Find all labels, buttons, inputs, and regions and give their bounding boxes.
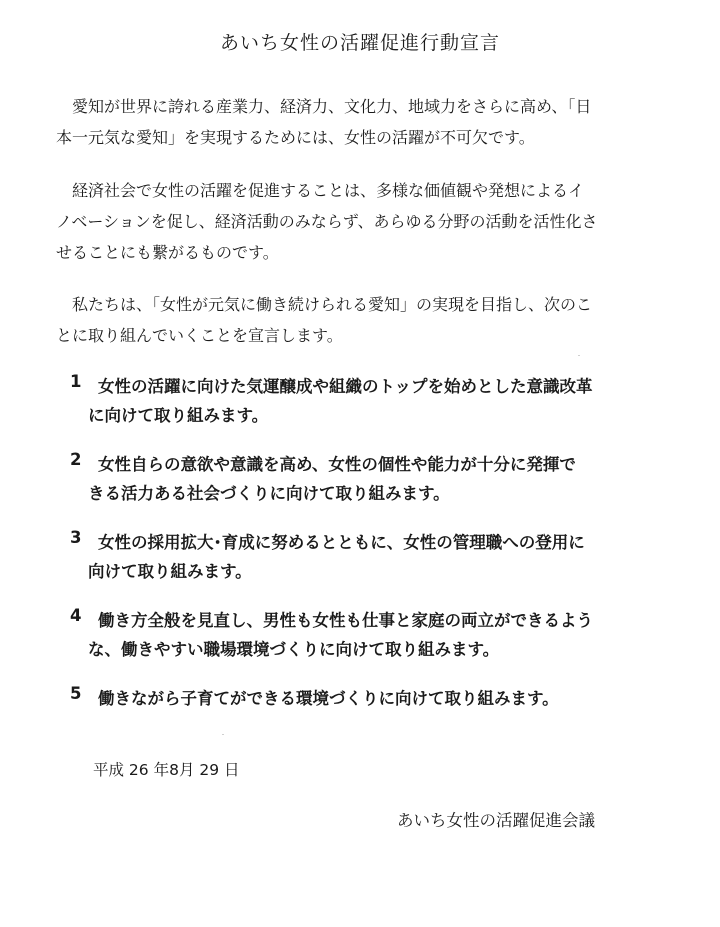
pledge-number: 4 (70, 606, 82, 625)
paragraph-2 (56, 175, 666, 268)
pledge-number: 1 (70, 372, 82, 391)
paragraph-line: 私たちは、「女性が元気に働き続けられる愛知」の実現を目指し、次のこ (72, 295, 593, 314)
paragraph-1 (56, 91, 666, 153)
paragraph-line: 本一元気な愛知」を実現するためには、女性の活躍が不可欠です。 (56, 128, 535, 147)
pledge-item (70, 450, 670, 508)
pledge-list (70, 372, 670, 733)
pledge-text: きる活力ある社会づくりに向けて取り組みます。 (88, 484, 450, 503)
pledge-text: 女性の採用拡大･育成に努めるとともに、女性の管理職への登用に (98, 533, 585, 552)
pledge-text: 向けて取り組みます。 (88, 562, 252, 581)
pledge-text: に向けて取り組みます。 (88, 406, 269, 425)
declaration-date: 平成 26 年8月 29 日 (93, 761, 240, 779)
paragraph-line: せることにも繋がるものです。 (56, 243, 279, 262)
pledge-item (70, 684, 670, 713)
document-title: あいち女性の活躍促進行動宣言 (219, 32, 500, 54)
paragraph-line: 愛知が世界に誇れる産業力、経済力、文化力、地域力をさらに高め、「日 (72, 97, 592, 116)
pledge-number: 2 (70, 450, 82, 469)
scan-speck (578, 355, 580, 356)
paragraph-3 (56, 289, 666, 351)
pledge-number: 5 (70, 684, 82, 703)
pledge-item (70, 528, 670, 586)
pledge-number: 3 (70, 528, 82, 547)
paragraph-line: とに取り組んでいくことを宣言します。 (56, 326, 343, 345)
paragraph-line: ノベーションを促し、経済活動のみならず、あらゆる分野の活動を活性化さ (56, 212, 598, 231)
pledge-item (70, 372, 670, 430)
pledge-text: 女性自らの意欲や意識を高め、女性の個性や能力が十分に発揮で (98, 455, 576, 474)
pledge-text: な、働きやすい職場環境づくりに向けて取り組みます。 (88, 640, 500, 659)
organization-name: あいち女性の活躍促進会議 (397, 811, 595, 830)
paragraph-line: 経済社会で女性の活躍を促進することは、多様な価値観や発想によるイ (72, 181, 585, 200)
pledge-text: 働きながら子育てができる環境づくりに向けて取り組みます。 (98, 689, 559, 708)
pledge-text: 働き方全般を見直し、男性も女性も仕事と家庭の両立ができるよう (98, 611, 593, 630)
scan-speck (222, 734, 224, 735)
pledge-item (70, 606, 670, 664)
pledge-text: 女性の活躍に向けた気運醸成や組織のトップを始めとした意識改革 (98, 377, 593, 396)
